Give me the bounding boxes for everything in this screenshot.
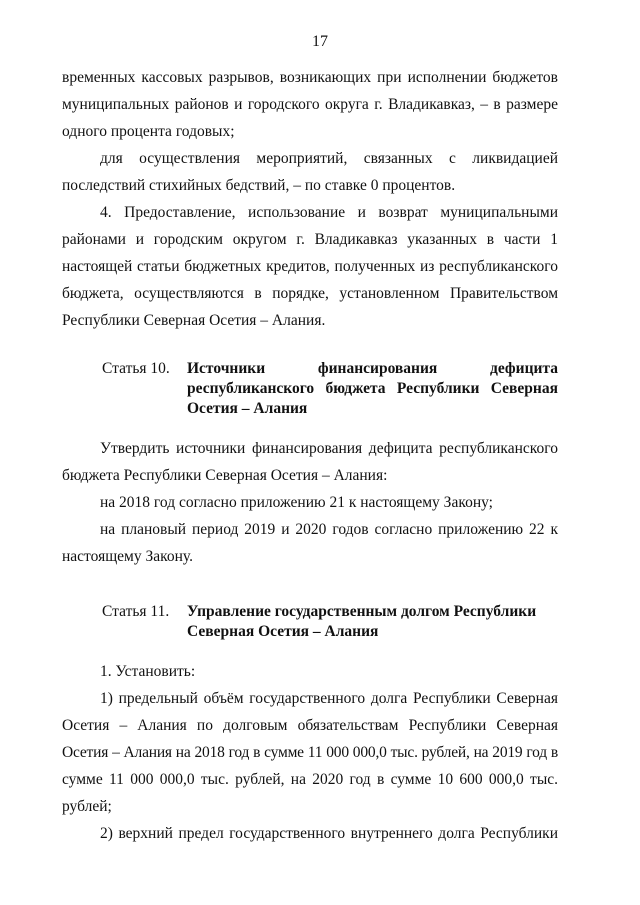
article-10-heading: республиканского бюджета Республики Северная xyxy=(187,380,558,397)
text-line: настоящей статьи бюджетных кредитов, полученных из республиканского xyxy=(62,258,558,275)
text-line: 1. Установить: xyxy=(100,663,196,680)
text-line: бюджета Республики Северная Осетия – Алания: xyxy=(62,467,388,484)
page-number: 17 xyxy=(312,33,328,50)
text-line: 2) верхний предел государственного внутреннего долга Республики xyxy=(100,825,558,842)
article-10-heading: Источники финансирования дефицита xyxy=(187,360,558,377)
article-11-label: Статья 11. xyxy=(102,603,170,620)
text-line: последствий стихийных бедствий, – по ставке 0 процентов. xyxy=(62,177,456,194)
text-line: сумме 11 000 000,0 тыс. рублей, на 2020 год в сумме 10 600 000,0 тыс. xyxy=(62,771,558,788)
text-line: муниципальных районов и городского округа г. Владикавказ, – в размере xyxy=(62,96,558,113)
text-line: Осетия – Алания на 2018 год в сумме 11 000 000,0 тыс. рублей, на 2019 год в xyxy=(62,744,558,761)
text-line: для осуществления мероприятий, связанных с ликвидацией xyxy=(100,150,558,167)
text-line: на 2018 год согласно приложению 21 к настоящему Закону; xyxy=(100,494,493,511)
text-line: бюджета, осуществляются в порядке, установленном Правительством xyxy=(62,285,558,302)
text-line: настоящему Закону. xyxy=(62,548,193,565)
text-line: 4. Предоставление, использование и возврат муниципальными xyxy=(100,204,558,221)
article-11-heading: Северная Осетия – Алания xyxy=(187,623,379,640)
article-11-heading: Управление государственным долгом Республики xyxy=(187,603,537,620)
text-line: Осетия – Алания по долговым обязательствам Республики Северная xyxy=(62,717,558,734)
text-line: районами и городским округом г. Владикавказ указанных в части 1 xyxy=(62,231,558,248)
text-line: рублей; xyxy=(62,798,112,815)
text-line: временных кассовых разрывов, возникающих при исполнении бюджетов xyxy=(62,69,558,86)
text-line: 1) предельный объём государственного долга Республики Северная xyxy=(100,690,558,707)
text-line: Республики Северная Осетия – Алания. xyxy=(62,312,326,329)
text-line: одного процента годовых; xyxy=(62,123,235,140)
article-10-heading: Осетия – Алания xyxy=(187,400,308,417)
text-line: Утвердить источники финансирования дефицита республиканского xyxy=(100,440,558,457)
text-line: на плановый период 2019 и 2020 годов согласно приложению 22 к xyxy=(100,521,558,538)
article-10-label: Статья 10. xyxy=(102,360,170,377)
